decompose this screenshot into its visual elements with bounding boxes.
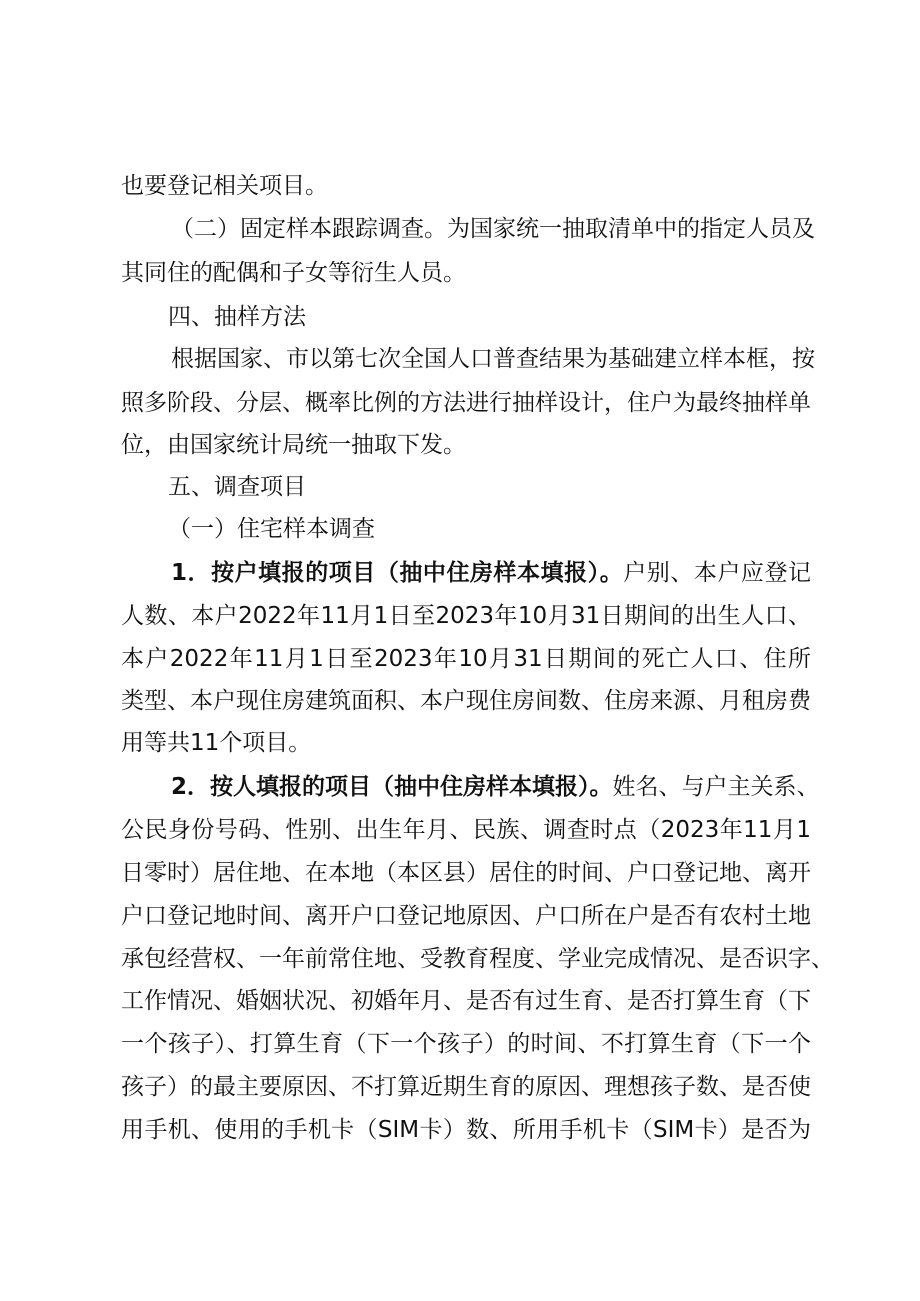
item-heading-line <box>171 553 811 593</box>
section-heading: 四、抽样方法 <box>168 304 306 330</box>
text-line: 用手机、使用的手机卡（SIM卡）数、所用手机卡（SIM卡）是否为 <box>121 1117 811 1143</box>
text-line: （二）固定样本跟踪调查。为国家统一抽取清单中的指定人员及 <box>171 216 815 242</box>
item-text: 姓名、与户主关系、 <box>612 774 820 800</box>
text-line: 日零时）居住地、在本地（本区县）居住的时间、户口登记地、离开 <box>121 860 811 886</box>
text-line: 用等共11个项目。 <box>121 730 312 756</box>
text-line: 位，由国家统计局统一抽取下发。 <box>121 432 466 458</box>
text-line: 本户2022年11月1日至2023年10月31日期间的死亡人口、住所 <box>121 646 811 672</box>
text-line: 孩子）的最主要原因、不打算近期生育的原因、理想孩子数、是否使 <box>121 1074 811 1100</box>
text-line: 也要登记相关项目。 <box>121 173 328 199</box>
text-line: 承包经营权、一年前常住地、受教育程度、学业完成情况、是否识字、 <box>121 946 834 972</box>
item-text: 户别、本户应登记 <box>623 560 811 586</box>
item-heading: 2．按人填报的项目（抽中住房样本填报）。 <box>171 774 613 800</box>
text-line: 公民身份号码、性别、出生年月、民族、调查时点（2023年11月1 <box>121 817 811 843</box>
text-line: 类型、本户现住房建筑面积、本户现住房间数、住房来源、月租房费 <box>121 688 811 714</box>
text-line: 其同住的配偶和子女等衍生人员。 <box>121 260 466 286</box>
item-heading: 1．按户填报的项目（抽中住房样本填报）。 <box>171 560 624 586</box>
text-line: 户口登记地时间、离开户口登记地原因、户口所在户是否有农村土地 <box>121 903 811 929</box>
item-heading-line <box>171 767 820 807</box>
text-line: 一个孩子）、打算生育（下一个孩子）的时间、不打算生育（下一个 <box>121 1031 811 1057</box>
text-line: 照多阶段、分层、概率比例的方法进行抽样设计，住户为最终抽样单 <box>121 390 811 416</box>
section-heading: 五、调查项目 <box>168 474 306 500</box>
text-line: 人数、本户2022年11月1日至2023年10月31日期间的出生人口、 <box>121 603 811 629</box>
subsection-heading: （一）住宅样本调查 <box>168 516 375 542</box>
text-line: 根据国家、市以第七次全国人口普查结果为基础建立样本框，按 <box>171 346 815 372</box>
text-line: 工作情况、婚姻状况、初婚年月、是否有过生育、是否打算生育（下 <box>121 988 811 1014</box>
